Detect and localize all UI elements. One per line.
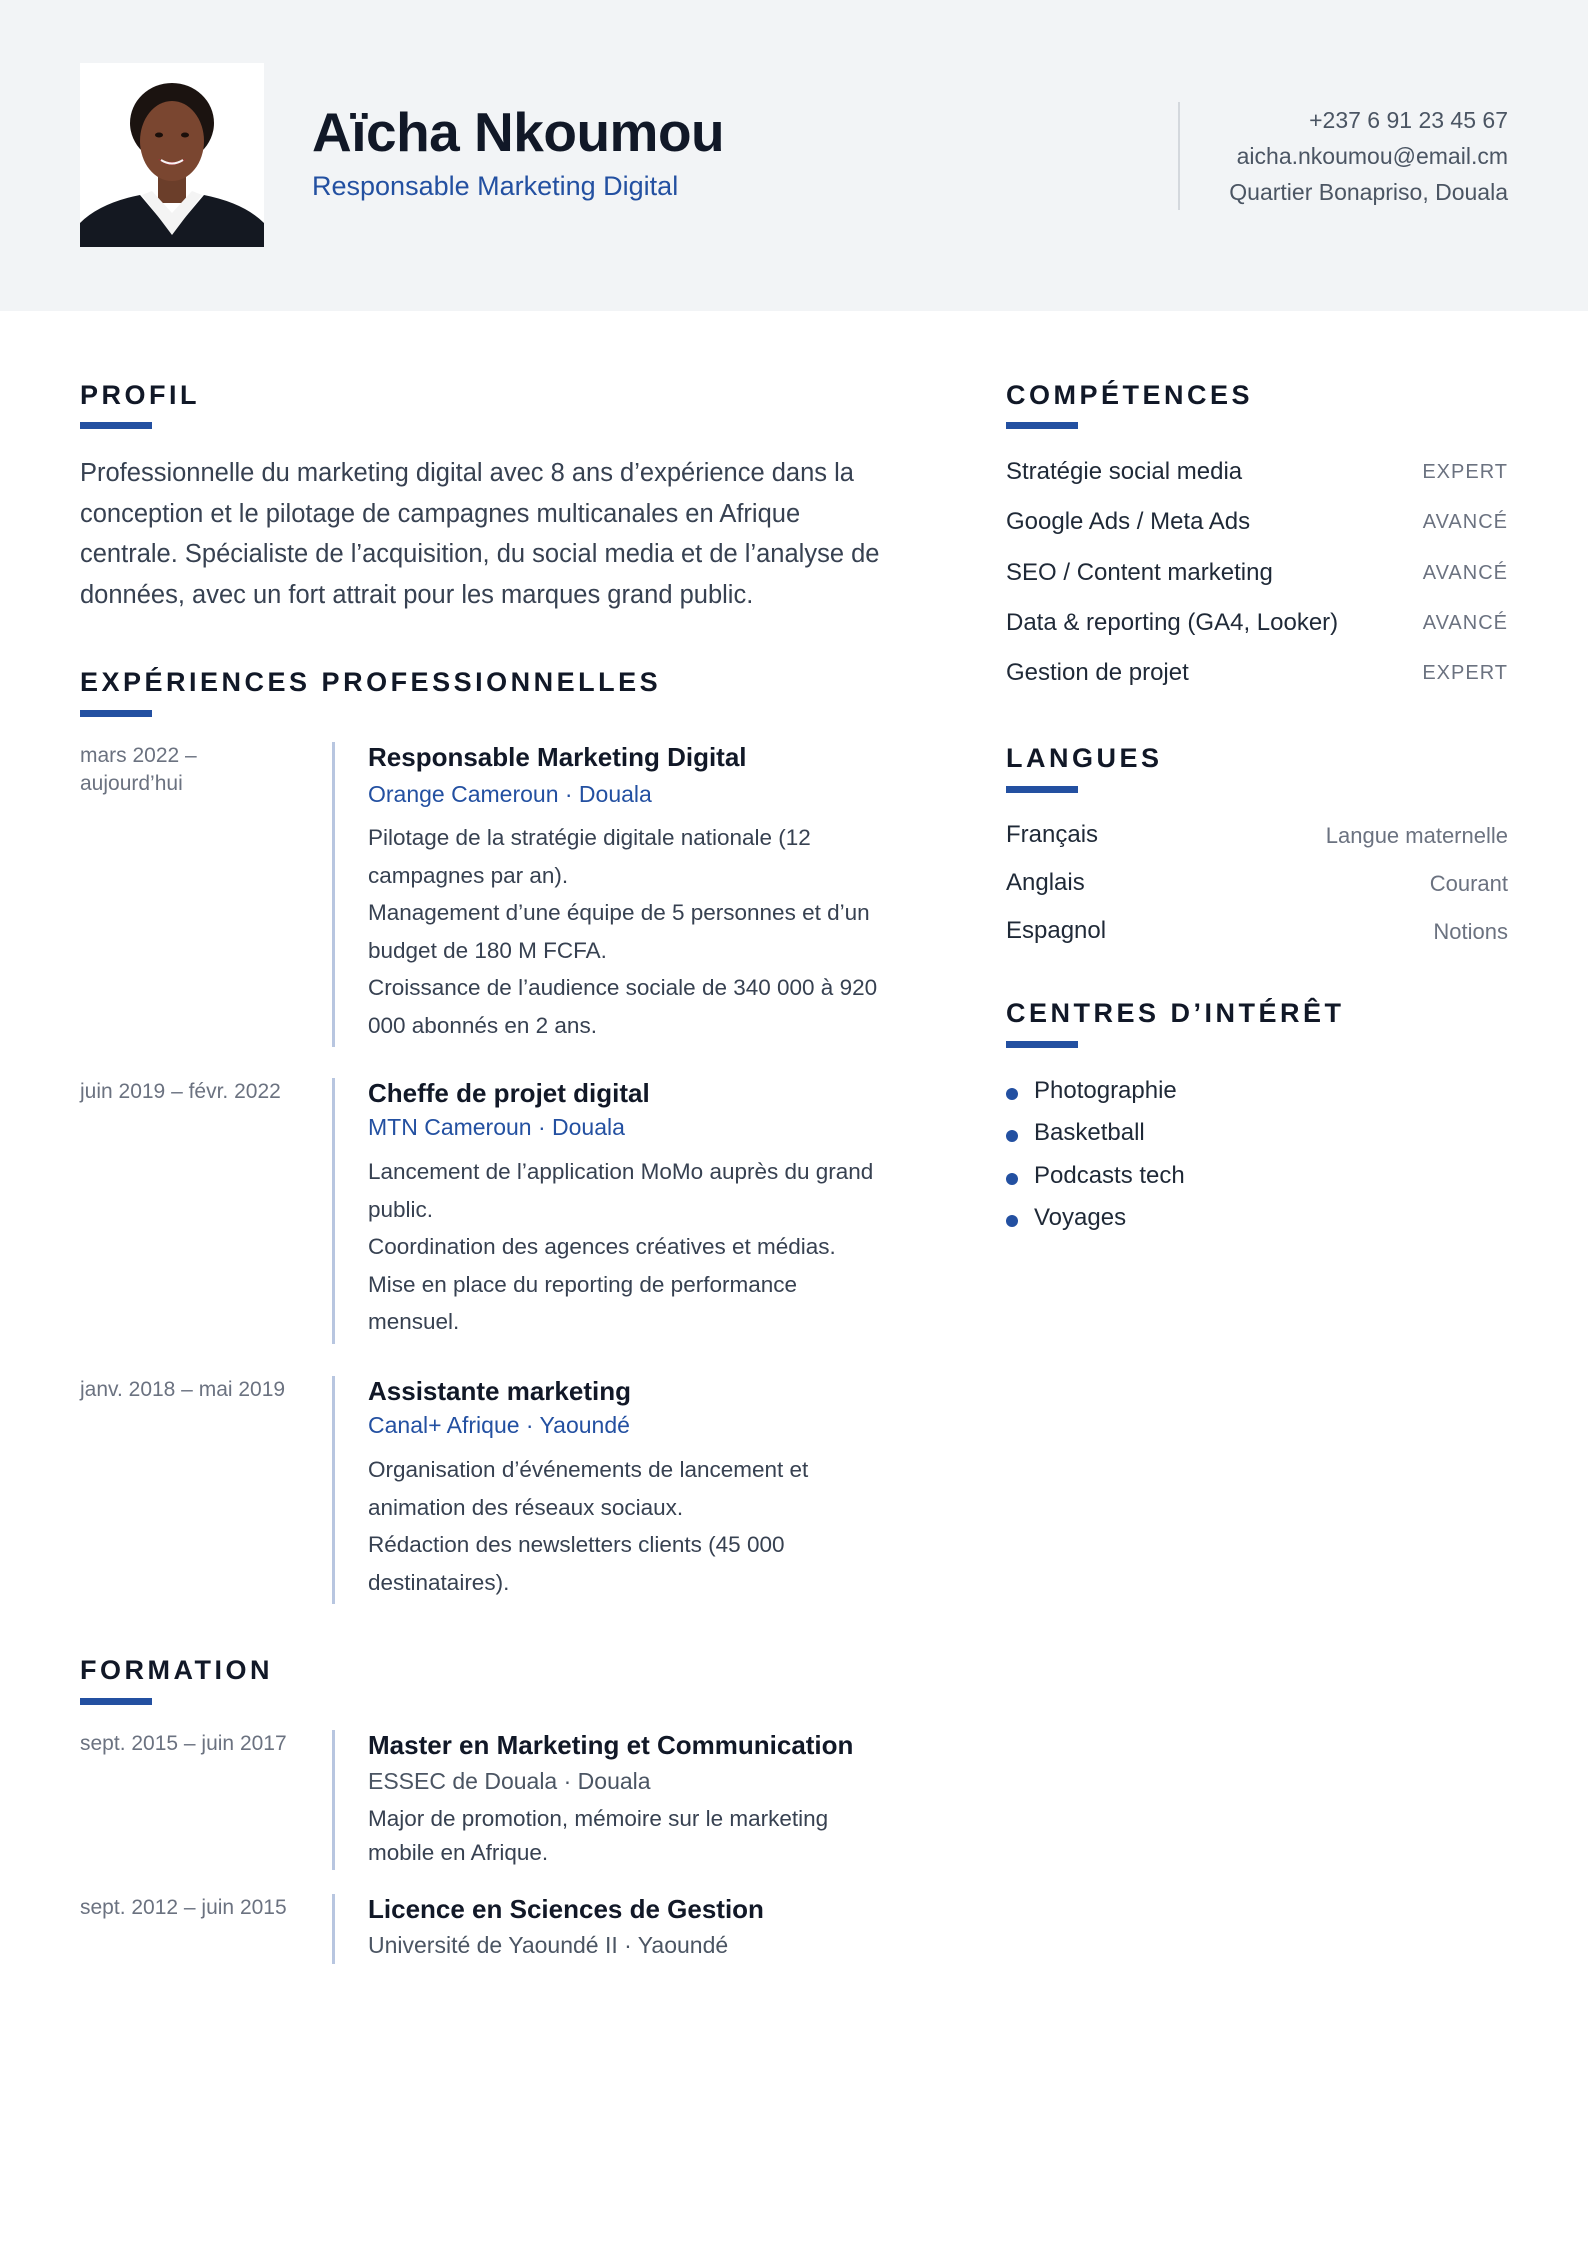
education-school: Université de Yaoundé II · Yaoundé xyxy=(368,1932,729,1958)
education-school: ESSEC de Douala · Douala xyxy=(368,1768,651,1794)
education-title: Licence en Sciences de Gestion xyxy=(368,1894,764,1924)
skill-row xyxy=(1006,559,1508,599)
candidate-name: Aïcha Nkoumou xyxy=(312,101,725,163)
skill-level: EXPERT xyxy=(1422,461,1508,483)
section-title-experience: EXPÉRIENCES PROFESSIONNELLES xyxy=(80,667,662,697)
skill-name: Gestion de projet xyxy=(1006,659,1189,686)
section-accent-bar xyxy=(1006,1041,1078,1048)
profile-line: centrale. Spécialiste de l’acquisition, du social media et de l’analyse de xyxy=(80,540,880,568)
education-entry xyxy=(80,1894,940,1964)
language-row xyxy=(1006,917,1508,957)
section-accent-bar xyxy=(80,422,152,429)
section-accent-bar xyxy=(80,710,152,717)
skill-row xyxy=(1006,609,1508,649)
detail-line: Mise en place du reporting de performance xyxy=(368,1271,797,1297)
skill-row xyxy=(1006,508,1508,548)
detail-line: animation des réseaux sociaux. xyxy=(368,1494,684,1520)
experience-title: Cheffe de projet digital xyxy=(368,1078,650,1108)
skill-name: Google Ads / Meta Ads xyxy=(1006,508,1251,535)
cv-header xyxy=(0,0,1588,311)
profile-text xyxy=(80,453,950,615)
detail-line: Lancement de l’application MoMo auprès du grand xyxy=(368,1159,874,1184)
timeline-line xyxy=(332,1078,335,1344)
language-row xyxy=(1006,869,1508,909)
detail-line: Management d’une équipe de 5 personnes et d’un xyxy=(368,900,870,925)
experience-entry xyxy=(80,1376,940,1604)
detail-line: Pilotage de la stratégie digitale nationale (12 xyxy=(368,825,811,850)
bullet-dot-icon xyxy=(1006,1088,1018,1100)
experience-company: Canal+ Afrique · Yaoundé xyxy=(368,1412,630,1438)
skill-name: Stratégie social media xyxy=(1006,458,1243,485)
education-date: sept. 2015 – juin 2017 xyxy=(80,1732,287,1755)
language-name: Espagnol xyxy=(1006,917,1107,944)
detail-line: Organisation d’événements de lancement et xyxy=(368,1457,809,1482)
experience-company: MTN Cameroun · Douala xyxy=(368,1114,625,1140)
contact-phone: +237 6 91 23 45 67 xyxy=(1309,107,1508,133)
language-name: Anglais xyxy=(1006,869,1085,896)
skill-level: AVANCÉ xyxy=(1422,511,1508,533)
header-divider xyxy=(1178,102,1180,210)
detail-line: Croissance de l’audience sociale de 340 000 à 920 xyxy=(368,975,878,1000)
detail-line: mensuel. xyxy=(368,1309,460,1334)
skill-level: AVANCÉ xyxy=(1422,562,1508,584)
detail-line: 000 abonnés en 2 ans. xyxy=(368,1012,597,1038)
interest-label: Voyages xyxy=(1034,1204,1127,1231)
skill-row xyxy=(1006,659,1508,699)
contact-block xyxy=(1229,102,1508,210)
skill-level: AVANCÉ xyxy=(1422,612,1508,634)
language-level: Langue maternelle xyxy=(1325,823,1508,848)
language-row xyxy=(1006,821,1508,861)
detail-line: mobile en Afrique. xyxy=(368,1840,549,1865)
interest-label: Basketball xyxy=(1034,1119,1145,1146)
date-line: juin 2019 – févr. 2022 xyxy=(80,1080,281,1103)
contact-address: Quartier Bonapriso, Douala xyxy=(1229,179,1508,205)
experience-title: Assistante marketing xyxy=(368,1376,631,1406)
language-name: Français xyxy=(1006,821,1099,848)
interest-label: Podcasts tech xyxy=(1034,1162,1185,1189)
timeline-line xyxy=(332,1894,335,1964)
education-entry xyxy=(80,1730,940,1870)
experience-date xyxy=(80,1078,320,1106)
section-title-interests: CENTRES D’INTÉRÊT xyxy=(1006,998,1345,1028)
section-accent-bar xyxy=(1006,786,1078,793)
experience-details xyxy=(368,1451,1018,1601)
bullet-dot-icon xyxy=(1006,1215,1018,1227)
experience-entry xyxy=(80,742,940,1047)
date-line: mars 2022 – xyxy=(80,744,197,767)
skill-name: SEO / Content marketing xyxy=(1006,559,1273,586)
timeline-line xyxy=(332,1376,335,1604)
date-line: aujourd’hui xyxy=(80,772,183,795)
language-level: Notions xyxy=(1433,919,1508,944)
detail-line: campagnes par an). xyxy=(368,862,569,888)
skill-name: Data & reporting (GA4, Looker) xyxy=(1006,609,1339,636)
education-details xyxy=(368,1802,988,1870)
detail-line: Coordination des agences créatives et médias. xyxy=(368,1234,836,1259)
detail-line: Rédaction des newsletters clients (45 000 xyxy=(368,1532,785,1557)
section-accent-bar xyxy=(80,1698,152,1705)
profile-photo xyxy=(80,63,264,247)
profile-line: conception et le pilotage de campagnes multicanales en Afrique xyxy=(80,499,801,528)
section-title-languages: LANGUES xyxy=(1006,743,1163,773)
experience-date xyxy=(80,742,320,798)
timeline-line xyxy=(332,742,335,1047)
interest-label: Photographie xyxy=(1034,1077,1177,1104)
section-title-profile: PROFIL xyxy=(80,380,200,410)
experience-company: Orange Cameroun · Douala xyxy=(368,781,652,807)
bullet-dot-icon xyxy=(1006,1173,1018,1185)
section-title-education: FORMATION xyxy=(80,1655,273,1685)
bullet-dot-icon xyxy=(1006,1130,1018,1142)
skill-row xyxy=(1006,458,1508,498)
profile-line: Professionnelle du marketing digital avec 8 ans d’expérience dans la xyxy=(80,459,854,487)
experience-details xyxy=(368,819,1018,1044)
section-accent-bar xyxy=(1006,422,1078,429)
contact-email: aicha.nkoumou@email.cm xyxy=(1236,143,1508,169)
experience-title: Responsable Marketing Digital xyxy=(368,742,747,772)
education-date: sept. 2012 – juin 2015 xyxy=(80,1896,287,1919)
detail-line: Major de promotion, mémoire sur le marketing xyxy=(368,1806,829,1831)
candidate-role: Responsable Marketing Digital xyxy=(312,171,679,201)
experience-details xyxy=(368,1153,1018,1341)
date-line: janv. 2018 – mai 2019 xyxy=(80,1378,286,1401)
skill-level: EXPERT xyxy=(1422,662,1508,684)
experience-date xyxy=(80,1376,320,1404)
detail-line: public. xyxy=(368,1196,434,1222)
education-title: Master en Marketing et Communication xyxy=(368,1730,854,1760)
experience-entry xyxy=(80,1078,940,1344)
detail-line: destinataires). xyxy=(368,1569,510,1595)
profile-line: données, avec un fort attrait pour les marques grand public. xyxy=(80,580,754,609)
section-title-skills: COMPÉTENCES xyxy=(1006,380,1254,410)
language-level: Courant xyxy=(1429,871,1508,896)
detail-line: budget de 180 M FCFA. xyxy=(368,937,607,963)
timeline-line xyxy=(332,1730,335,1870)
